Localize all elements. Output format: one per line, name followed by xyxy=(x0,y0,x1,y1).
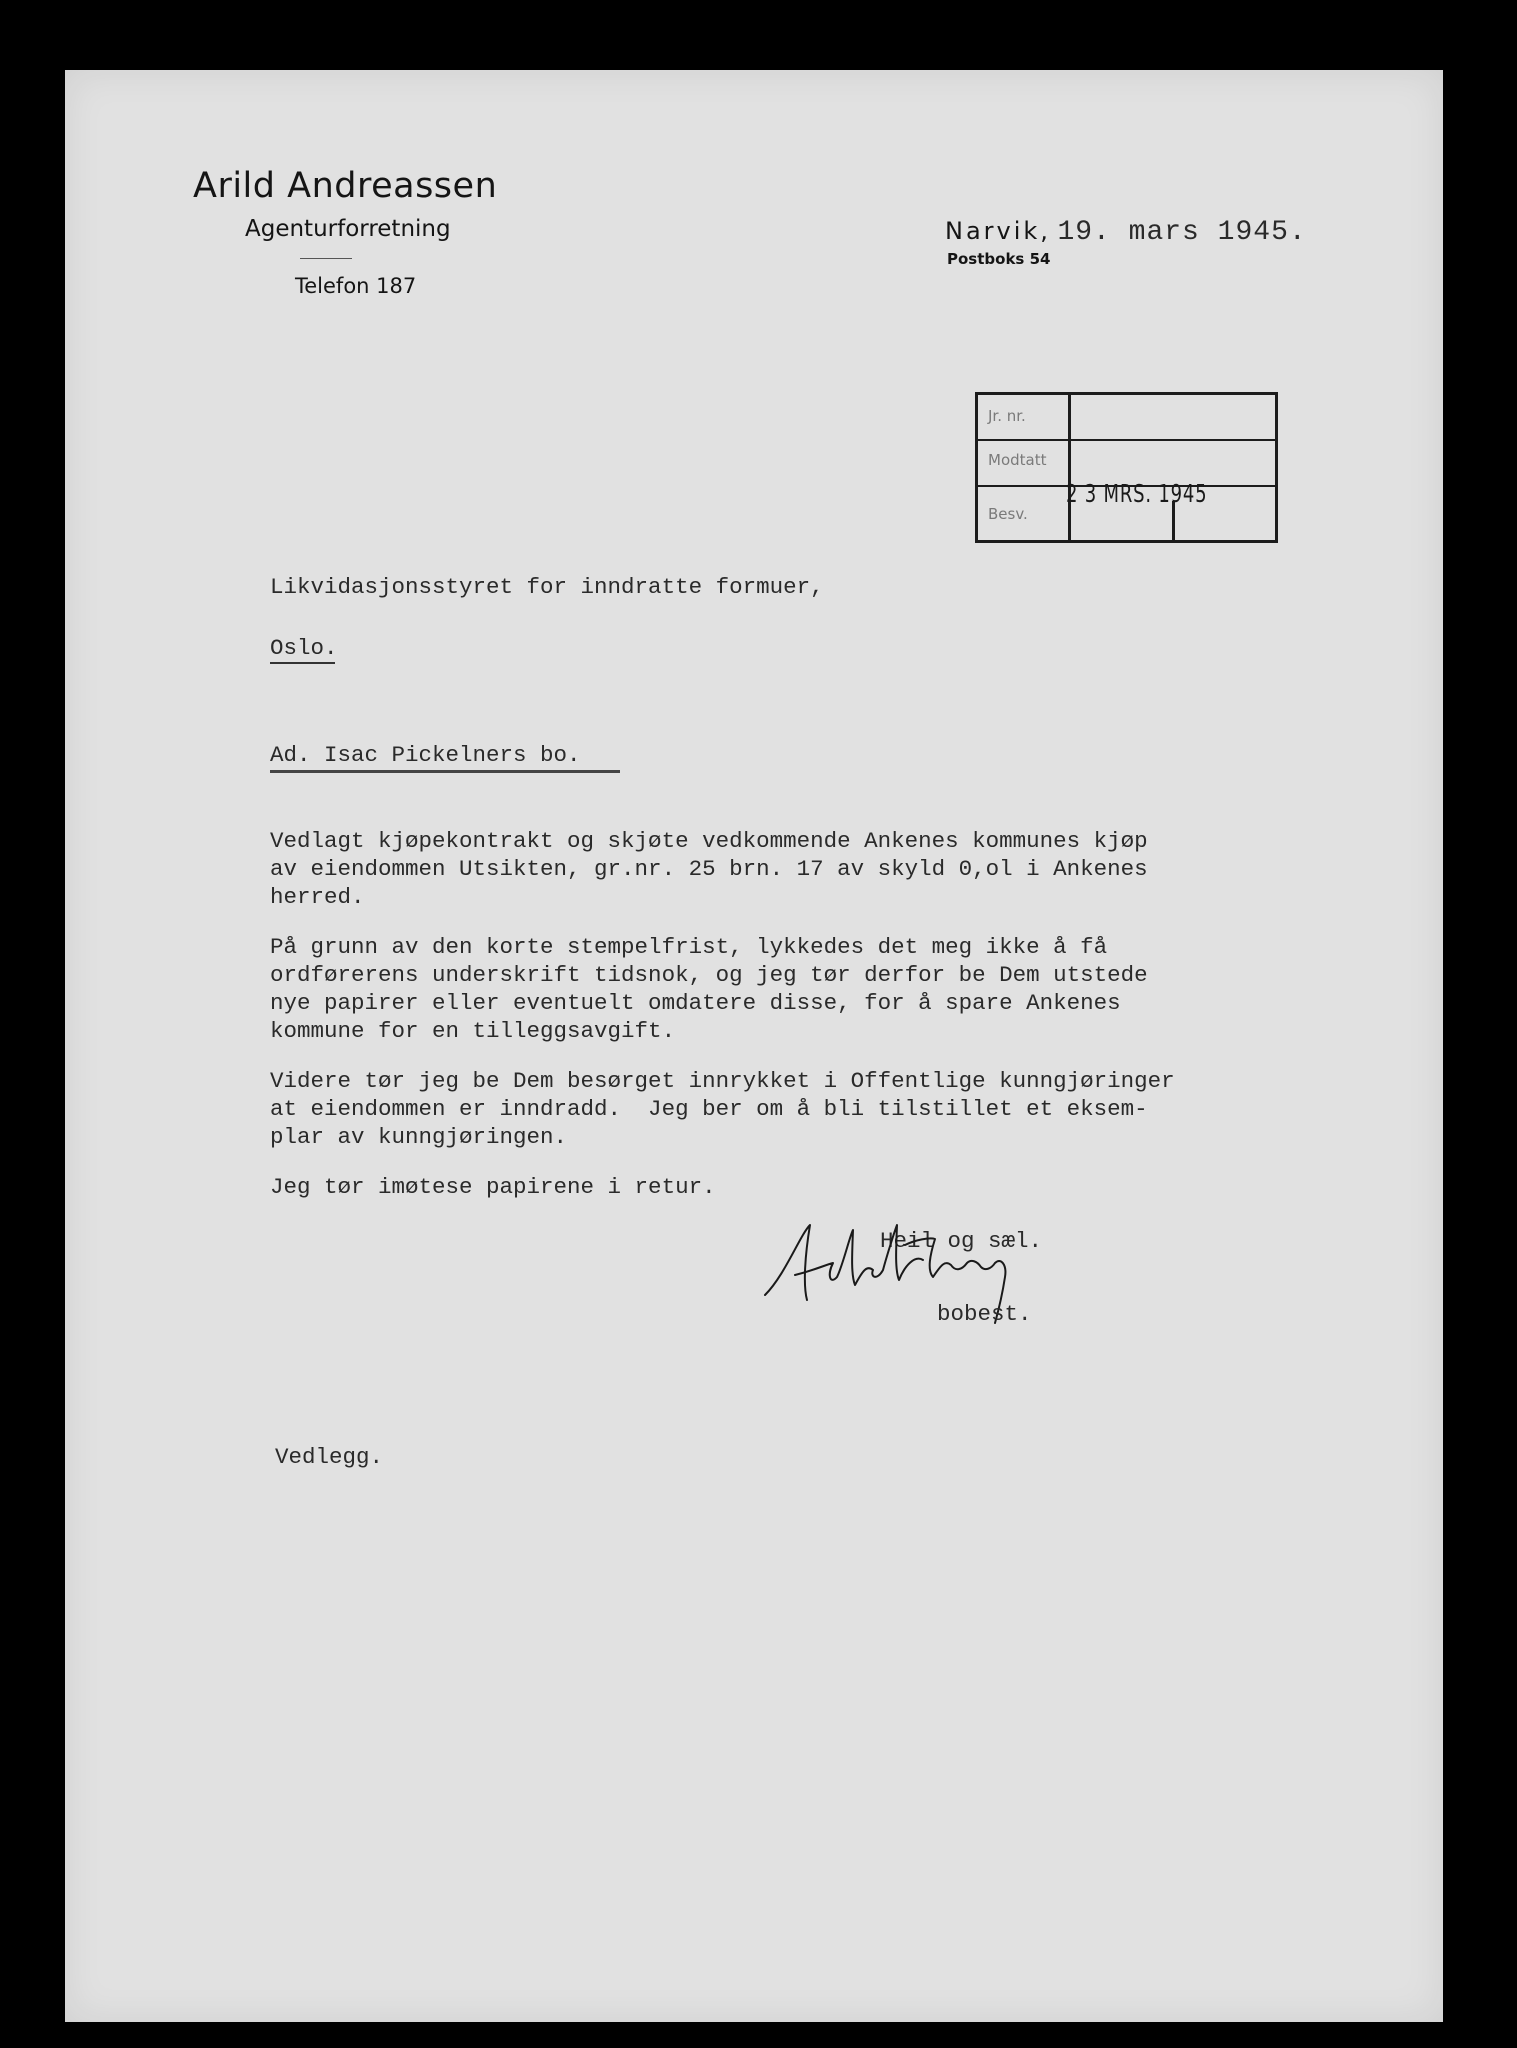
letter-date: 19. mars 1945. xyxy=(1057,217,1307,248)
paragraph-4: Jeg tør imøtese papirene i retur. xyxy=(270,1174,716,1200)
recipient: Likvidasjonsstyret for inndratte formuer, xyxy=(270,574,824,600)
company-name: Arild Andreassen xyxy=(193,166,498,206)
paragraph-2: På grunn av den korte stempelfrist, lykkedes det meg ikke å få ordførerens underskrift tidsnok, og jeg tør derfor be Dem utstede nye papirer eller eventuelt omdatere disse, for å spare Ankenes kommune for en tilleggsavgift. xyxy=(270,934,1148,1044)
recipient-city: Oslo. xyxy=(270,635,338,661)
postbox: Postboks 54 xyxy=(947,250,1051,268)
signer-title: bobest. xyxy=(937,1301,1032,1327)
closing: Heil og sæl. xyxy=(880,1228,1043,1254)
subject-underline xyxy=(270,770,620,773)
stamp-row-divider xyxy=(978,439,1275,441)
stamp-label-besv: Besv. xyxy=(988,505,1028,523)
date-line xyxy=(945,216,1307,248)
paragraph-3: Videre tør jeg be Dem besørget innrykket i Offentlige kunngjøringer at eiendommen er inndradd. Jeg ber om å bli tilstillet et eksem- plar av kunngjøringen. xyxy=(270,1068,1175,1150)
stamp-column-divider xyxy=(1068,395,1071,540)
company-phone: Telefon 187 xyxy=(295,274,417,298)
letter-place: Narvik, xyxy=(945,217,1051,245)
received-stamp xyxy=(975,392,1278,543)
letterhead-divider xyxy=(300,258,352,259)
attachment-note: Vedlegg. xyxy=(275,1444,384,1470)
company-business: Agenturforretning xyxy=(245,216,451,242)
stamp-label-modtatt: Modtatt xyxy=(988,451,1047,469)
paragraph-1: Vedlagt kjøpekontrakt og skjøte vedkommende Ankenes kommunes kjøp av eiendommen Utsikten, gr.nr. 25 brn. 17 av skyld 0,ol i Ankenes herred. xyxy=(270,828,1148,910)
letter-sheet xyxy=(65,70,1443,2022)
stamp-date: 2 3 MRS. 1945 xyxy=(1066,479,1208,508)
subject-line: Ad. Isac Pickelners bo. xyxy=(270,742,581,768)
city-underline xyxy=(270,662,335,664)
stamp-label-jr: Jr. nr. xyxy=(988,407,1026,425)
